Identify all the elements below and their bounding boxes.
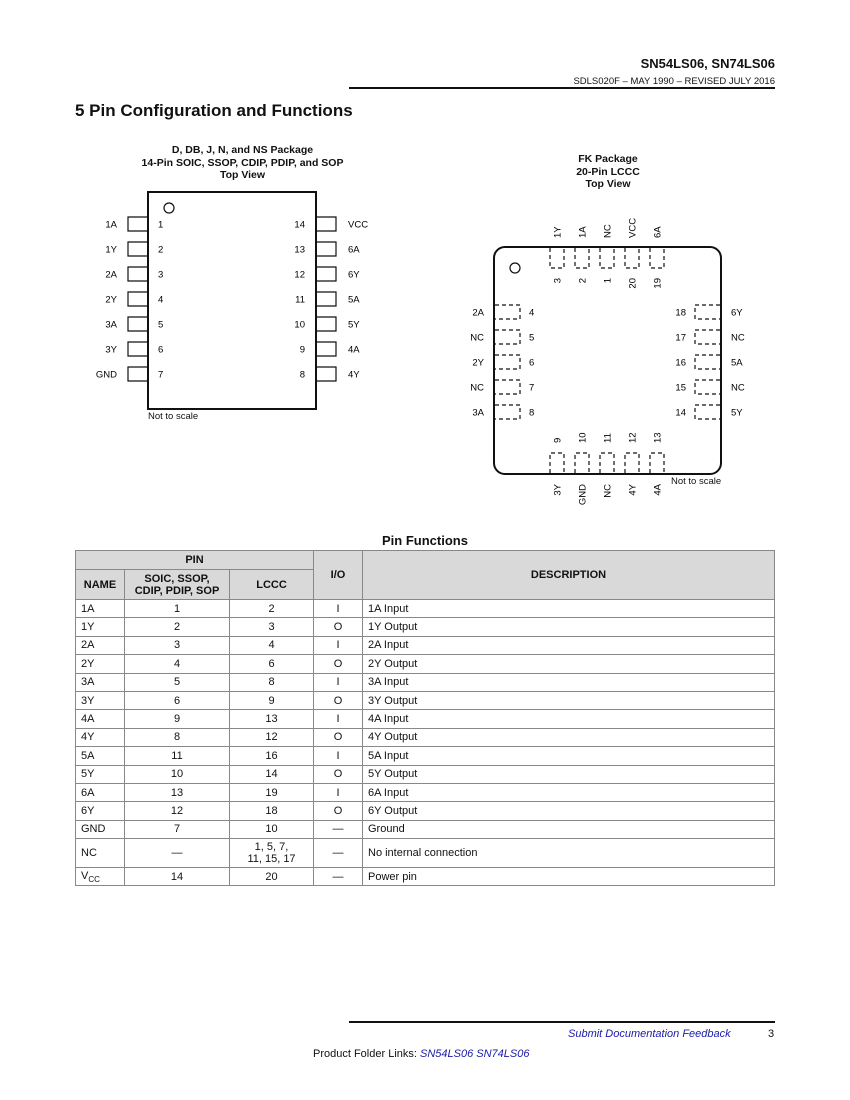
lccc-pin-name: NC	[602, 484, 614, 498]
soic-pin-number: 7	[158, 369, 164, 381]
soic-pin-cell: 4	[125, 655, 230, 673]
description-cell: 3Y Output	[363, 691, 775, 709]
soic-not-to-scale: Not to scale	[148, 411, 199, 422]
description-cell: 4A Input	[363, 710, 775, 728]
lccc-pin-cell: 14	[230, 765, 314, 783]
lccc-pin-pad	[650, 453, 664, 473]
soic-pin-number: 8	[299, 369, 305, 381]
soic-pin-name: 2Y	[105, 294, 117, 306]
soic-pin-name: 4Y	[348, 369, 360, 381]
lccc-pin-cell: 13	[230, 710, 314, 728]
io-cell: —	[314, 868, 363, 886]
lccc-pin-pad	[550, 248, 564, 268]
soic-pin-name: 4A	[348, 344, 360, 356]
lccc-pin-name: 3A	[472, 407, 484, 419]
lccc-pin-name: NC	[470, 332, 484, 344]
lccc-pin-cell: 4	[230, 636, 314, 654]
lccc-pin-name: VCC	[627, 217, 639, 238]
soic-caption-line: 14-Pin SOIC, SSOP, CDIP, PDIP, and SOP	[141, 156, 344, 169]
description-cell: 1Y Output	[363, 618, 775, 636]
soic-pin-name: GND	[95, 369, 117, 381]
lccc-pin-pad	[695, 380, 720, 394]
lccc-pin-cell: 2	[230, 600, 314, 618]
pin-name-cell: 2A	[76, 636, 125, 654]
pin-name-cell: NC	[76, 839, 125, 868]
description-cell: Power pin	[363, 868, 775, 886]
soic-pin-cell: 5	[125, 673, 230, 691]
io-cell: I	[314, 710, 363, 728]
lccc-pin-number: 5	[529, 332, 535, 344]
description-cell: Ground	[363, 820, 775, 838]
lccc-pin-cell: 1, 5, 7, 11, 15, 17	[230, 839, 314, 868]
pin-name-cell: 4A	[76, 710, 125, 728]
lccc-pin-pad	[495, 380, 520, 394]
lccc-pin-name: NC	[470, 382, 484, 394]
lccc-pin-cell: 8	[230, 673, 314, 691]
lccc-pin-cell: 20	[230, 868, 314, 886]
lccc-pin-pad	[695, 330, 720, 344]
lccc-caption-line: Top View	[585, 178, 631, 190]
soic-pin-cell: 12	[125, 802, 230, 820]
lccc-pin-pad	[650, 248, 664, 268]
table-row	[76, 747, 775, 765]
soic-pin-cell: 10	[125, 765, 230, 783]
table-row	[76, 618, 775, 636]
product-link-sn74ls06[interactable]: SN74LS06	[476, 1048, 530, 1060]
table-row	[76, 802, 775, 820]
soic-pin-name: 3A	[105, 319, 117, 331]
pin-functions-table	[75, 550, 775, 886]
io-cell: O	[314, 655, 363, 673]
soic-pin-name: 1Y	[105, 244, 117, 256]
table-row	[76, 710, 775, 728]
soic-pin-name: 6Y	[348, 269, 360, 281]
pin-name-cell: 1Y	[76, 618, 125, 636]
pin-name-cell: 6A	[76, 783, 125, 801]
soic-pin-number: 6	[158, 344, 164, 356]
soic-pin-number: 9	[299, 344, 305, 356]
lccc-pin-pad	[495, 405, 520, 419]
pin-name-cell: 6Y	[76, 802, 125, 820]
lccc-pin-name: 2A	[472, 307, 484, 319]
table-row	[76, 783, 775, 801]
description-cell: 2Y Output	[363, 655, 775, 673]
lccc-pin-pad	[550, 453, 564, 473]
soic-pin-number: 3	[158, 269, 164, 281]
soic-pin-name: 5Y	[348, 319, 360, 331]
document-revision: SDLS020F – MAY 1990 – REVISED JULY 2016	[573, 76, 775, 87]
pin-name-cell: $V_{CC}$	[76, 868, 125, 886]
lccc-pin-cell: 10	[230, 820, 314, 838]
description-cell: 1A Input	[363, 600, 775, 618]
table-row	[76, 820, 775, 838]
table-row	[76, 868, 775, 886]
lccc-pin-name: GND	[577, 484, 589, 506]
description-cell: 5Y Output	[363, 765, 775, 783]
soic-pin-cell: 13	[125, 783, 230, 801]
soic-pin-name: 6A	[348, 244, 360, 256]
soic-pin-cell: 14	[125, 868, 230, 886]
lccc-not-to-scale: Not to scale	[671, 476, 722, 487]
description-cell: 3A Input	[363, 673, 775, 691]
lccc-pin-number: 1	[602, 278, 614, 284]
soic-pin-cell: 2	[125, 618, 230, 636]
soic-pin-name: 1A	[105, 219, 117, 231]
lccc-pin-name: 1Y	[552, 226, 564, 238]
lccc-pin-number: 18	[675, 307, 686, 319]
soic-pin-cell: —	[125, 839, 230, 868]
soic-pin-cell: 9	[125, 710, 230, 728]
io-header: I/O	[314, 551, 363, 600]
soic-pin-number: 4	[158, 294, 164, 306]
lccc-pin-name: 1A	[577, 226, 589, 238]
lccc-pin-pad	[575, 453, 589, 473]
lccc-pin-pad	[625, 453, 639, 473]
lccc-pin-cell: 6	[230, 655, 314, 673]
pin-name-cell: 5Y	[76, 765, 125, 783]
soic-pin-number: 5	[158, 319, 164, 331]
submit-feedback-link[interactable]: Submit Documentation Feedback	[568, 1028, 731, 1040]
soic-pin-name: 2A	[105, 269, 117, 281]
lccc-caption-line: FK Package	[578, 153, 638, 165]
name-header: NAME	[76, 570, 125, 600]
description-cell: 4Y Output	[363, 728, 775, 746]
lccc-pin-number: 14	[675, 407, 686, 419]
soic-pin-cell: 3	[125, 636, 230, 654]
lccc-caption-line: 20-Pin LCCC	[576, 165, 640, 178]
lccc-pin-number: 15	[675, 382, 686, 394]
lccc-pin-name: 6Y	[731, 307, 743, 319]
lccc-pin-number: 12	[627, 432, 639, 443]
product-folder-links	[313, 1048, 530, 1060]
description-cell: 5A Input	[363, 747, 775, 765]
product-folder-label: Product Folder Links:	[313, 1048, 417, 1060]
io-cell: O	[314, 728, 363, 746]
document-title: SN54LS06, SN74LS06	[640, 56, 775, 71]
lccc-pin-cell: 16	[230, 747, 314, 765]
lccc-pin-name: 6A	[652, 226, 664, 238]
lccc-pin-name: 4A	[652, 484, 664, 496]
lccc-pin-cell: 3	[230, 618, 314, 636]
product-link-sn54ls06[interactable]: SN54LS06	[420, 1048, 474, 1060]
io-cell: I	[314, 673, 363, 691]
lccc-pin-number: 11	[602, 433, 614, 443]
soic-caption-line: Top View	[219, 169, 266, 181]
table-row	[76, 673, 775, 691]
soic-pin-name: 5A	[348, 294, 360, 306]
lccc-pin-number: 6	[529, 357, 535, 369]
description-cell: No internal connection	[363, 839, 775, 868]
lccc-pin-name: NC	[731, 382, 745, 394]
lccc-pin-number: 8	[529, 407, 535, 419]
soic-pin-number: 2	[158, 244, 164, 256]
table-row	[76, 636, 775, 654]
pin-name-cell: 5A	[76, 747, 125, 765]
table-title: Pin Functions	[382, 533, 468, 548]
table-row	[76, 600, 775, 618]
lccc-pin-name: 4Y	[627, 484, 639, 496]
lccc-pin-pad	[600, 453, 614, 473]
io-cell: O	[314, 802, 363, 820]
soic-pin-cell: 7	[125, 820, 230, 838]
table-row	[76, 728, 775, 746]
soic-pin-cell: 8	[125, 728, 230, 746]
pin-name-cell: 2Y	[76, 655, 125, 673]
io-cell: I	[314, 600, 363, 618]
io-cell: —	[314, 839, 363, 868]
lccc-pin-number: 17	[675, 332, 686, 344]
table-row	[76, 839, 775, 868]
lccc-pin-pad	[625, 248, 639, 268]
lccc-pin-number: 19	[652, 278, 664, 289]
lccc-pin-name: 5A	[731, 357, 743, 369]
lccc-pin-cell: 18	[230, 802, 314, 820]
soic-header: SOIC, SSOP, CDIP, PDIP, SOP	[125, 570, 230, 600]
lccc-pin-number: 2	[577, 278, 589, 284]
table-row	[76, 765, 775, 783]
lccc-pin-name: 3Y	[552, 484, 564, 496]
page-number: 3	[768, 1028, 775, 1040]
description-cell: 2A Input	[363, 636, 775, 654]
io-cell: —	[314, 820, 363, 838]
description-header: DESCRIPTION	[363, 551, 775, 600]
io-cell: O	[314, 765, 363, 783]
description-cell: 6Y Output	[363, 802, 775, 820]
lccc-pin-pad	[575, 248, 589, 268]
lccc-pin-pad	[695, 305, 720, 319]
soic-pin-name: VCC	[348, 219, 369, 231]
footer-divider	[349, 1021, 775, 1023]
soic-pin-cell: 11	[125, 747, 230, 765]
soic-pin-name: 3Y	[105, 344, 117, 356]
lccc-pin-number: 4	[529, 307, 535, 319]
table-body	[76, 600, 775, 886]
lccc-pin-pad	[495, 355, 520, 369]
lccc-pin-number: 16	[675, 357, 686, 369]
pin-name-cell: 3Y	[76, 691, 125, 709]
lccc-pin-pad	[695, 355, 720, 369]
pin-name-cell: 3A	[76, 673, 125, 691]
lccc-pin-name: 2Y	[472, 357, 484, 369]
lccc-pin-number: 10	[577, 432, 589, 443]
io-cell: I	[314, 783, 363, 801]
io-cell: I	[314, 636, 363, 654]
description-cell: 6A Input	[363, 783, 775, 801]
table-row	[76, 655, 775, 673]
soic-pin-number: 14	[294, 219, 305, 231]
lccc-pin-pad	[695, 405, 720, 419]
pin-name-cell: 4Y	[76, 728, 125, 746]
lccc-pin-number: 3	[552, 278, 564, 284]
io-cell: O	[314, 691, 363, 709]
pin-name-cell: 1A	[76, 600, 125, 618]
soic-pin-number: 10	[294, 319, 305, 331]
soic-caption-line: D, DB, J, N, and NS Package	[171, 144, 314, 156]
section-title: 5 Pin Configuration and Functions	[75, 101, 353, 120]
pin-group-header: PIN	[76, 551, 314, 570]
lccc-pin-number: 20	[627, 278, 639, 289]
io-cell: O	[314, 618, 363, 636]
lccc-pin-number: 13	[652, 432, 664, 443]
lccc-pin-pad	[495, 330, 520, 344]
lccc-pin-cell: 19	[230, 783, 314, 801]
soic-pin-number: 11	[295, 294, 305, 306]
pin-name-cell: GND	[76, 820, 125, 838]
lccc-pin-cell: 12	[230, 728, 314, 746]
lccc-pin-name: NC	[602, 224, 614, 238]
lccc-pin-name: 5Y	[731, 407, 743, 419]
lccc-header: LCCC	[230, 570, 314, 600]
lccc-pin-pad	[495, 305, 520, 319]
lccc-pin-number: 9	[552, 437, 564, 443]
io-cell: I	[314, 747, 363, 765]
lccc-pin-name: NC	[731, 332, 745, 344]
soic-pin-number: 13	[294, 244, 305, 256]
soic-pin-number: 1	[158, 219, 164, 231]
soic-pin-cell: 6	[125, 691, 230, 709]
soic-pin-number: 12	[294, 269, 305, 281]
soic-pin-cell: 1	[125, 600, 230, 618]
lccc-pin-cell: 9	[230, 691, 314, 709]
pin1-marker	[510, 263, 520, 273]
lccc-pin-pad	[600, 248, 614, 268]
table-row	[76, 691, 775, 709]
lccc-pin-number: 7	[529, 382, 535, 394]
